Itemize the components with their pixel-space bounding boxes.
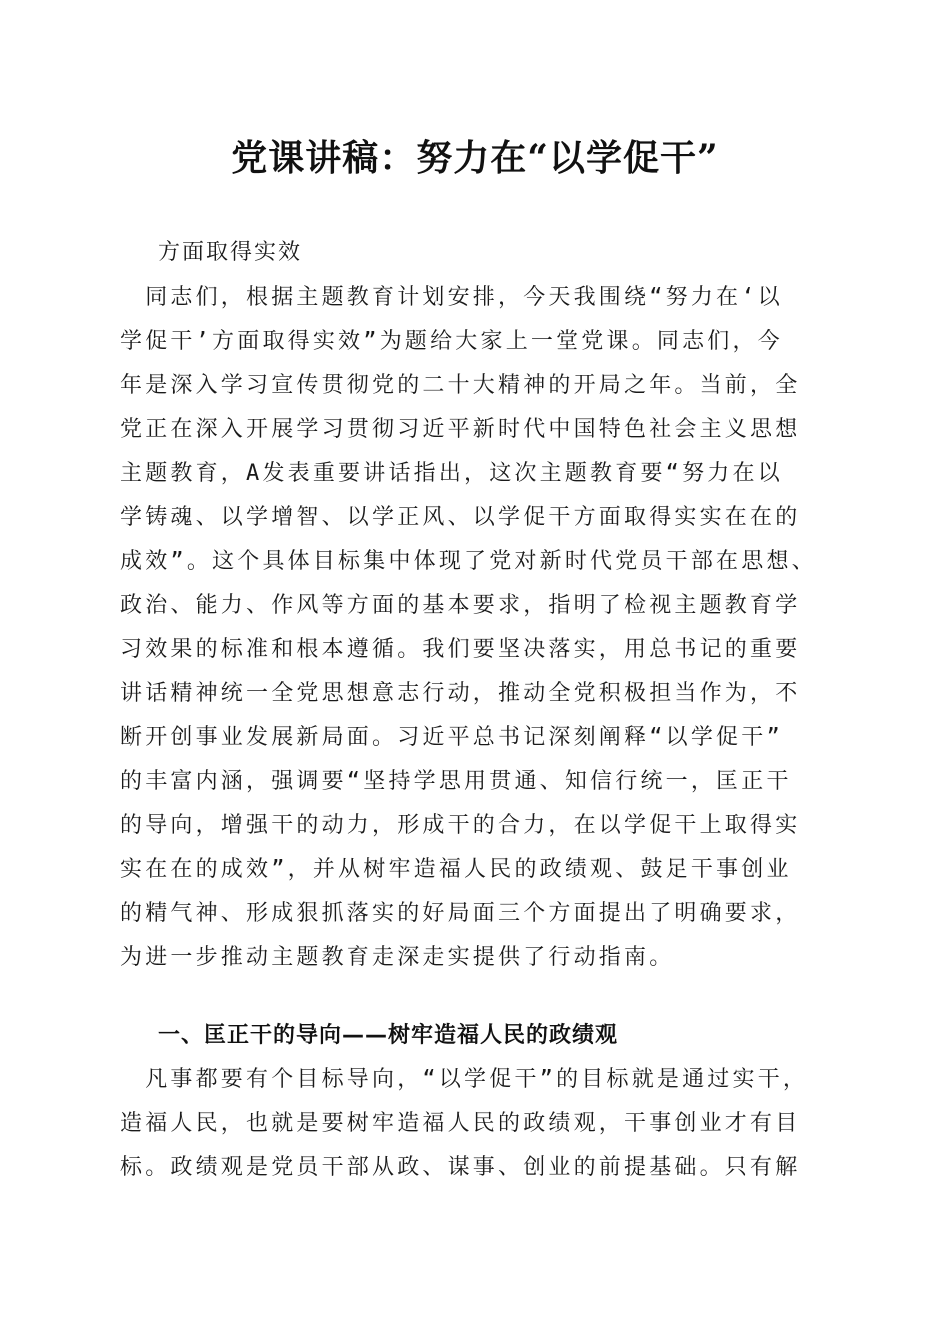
paragraph-line: 的导向，增强干的动力，形成干的合力，在以学促干上取得实 (120, 813, 801, 838)
paragraph-line: 标。政绩观是党员干部从政、谋事、创业的前提基础。只有解 (120, 1155, 801, 1180)
paragraph-line: 成效”。这个具体目标集中体现了党对新时代党员干部在思想、 (120, 549, 817, 574)
paragraph-line: 的丰富内涵，强调要“坚持学思用贯通、知信行统一，匡正干 (120, 769, 792, 794)
paragraph-line: 同志们，根据主题教育计划安排，今天我围绕“努力在‘以 (120, 285, 783, 310)
paragraph-line: 造福人民，也就是要树牢造福人民的政绩观，干事创业才有目 (120, 1111, 801, 1136)
paragraph-section-1 (120, 1058, 840, 1190)
document-subtitle: 方面取得实效 (158, 240, 303, 265)
paragraph-line: 讲话精神统一全党思想意志行动，推动全党积极担当作为，不 (120, 681, 801, 706)
paragraph-line: 的精气神、形成狠抓落实的好局面三个方面提出了明确要求， (120, 901, 801, 926)
paragraph-line: 凡事都要有个目标导向，“以学促干”的目标就是通过实干， (120, 1067, 809, 1092)
paragraph-line: 党正在深入开展学习贯彻习近平新时代中国特色社会主义思想 (120, 417, 801, 442)
paragraph-line: 习效果的标准和根本遵循。我们要坚决落实，用总书记的重要 (120, 637, 801, 662)
paragraph-line: 学铸魂、以学增智、以学正风、以学促干方面取得实实在在的 (120, 505, 801, 530)
paragraph-line: 政治、能力、作风等方面的基本要求，指明了检视主题教育学 (120, 593, 801, 618)
document-title: 党课讲稿：努力在“以学促干” (231, 137, 719, 179)
paragraph-line: 主题教育，A发表重要讲话指出，这次主题教育要“努力在以 (120, 461, 783, 486)
section-heading: 一、匡正干的导向——树牢造福人民的政绩观 (158, 1023, 619, 1048)
paragraph-line: 年是深入学习宣传贯彻党的二十大精神的开局之年。当前，全 (120, 373, 801, 398)
paragraph-intro (120, 276, 840, 980)
paragraph-line: 为进一步推动主题教育走深走实提供了行动指南。 (120, 945, 675, 970)
paragraph-line: 学促干’方面取得实效”为题给大家上一堂党课。同志们，今 (120, 329, 783, 354)
paragraph-line: 实在在的成效”，并从树牢造福人民的政绩观、鼓足干事创业 (120, 857, 792, 882)
paragraph-line: 断开创事业发展新局面。习近平总书记深刻阐释“以学促干” (120, 725, 783, 750)
